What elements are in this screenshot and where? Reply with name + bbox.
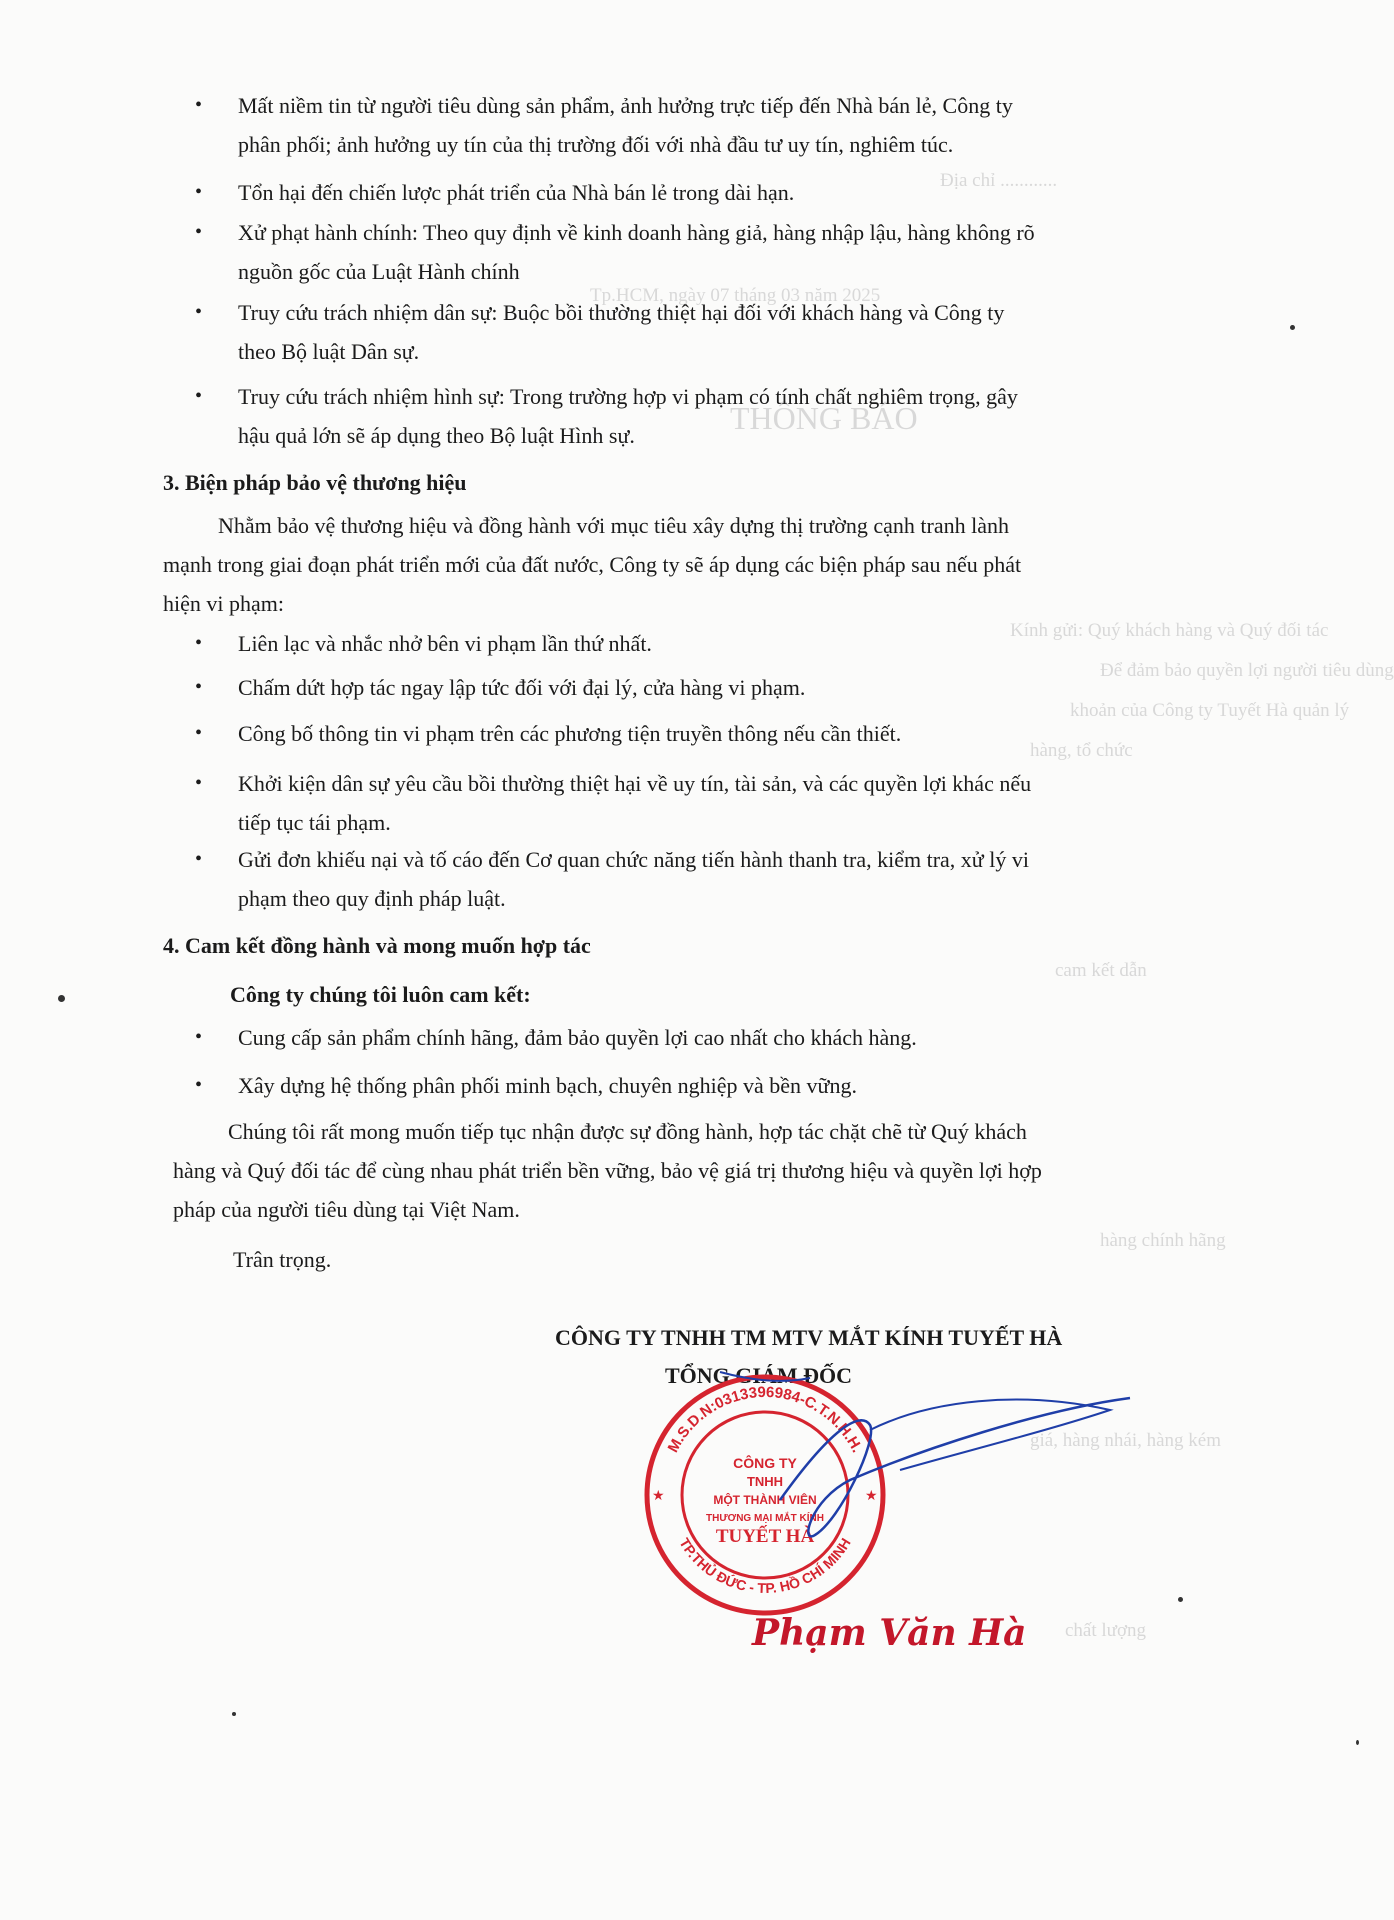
bullet-icon: • [195, 94, 203, 116]
bullet-icon: • [195, 385, 203, 407]
list-item: • Khởi kiện dân sự yêu cầu bồi thường thiệt hại về uy tín, tài sản, và các quyền lợi khác nếu tiếp tục tái phạm. [200, 764, 1175, 842]
closing-paragraph: Chúng tôi rất mong muốn tiếp tục nhận được sự đồng hành, hợp tác chặt chẽ từ Quý khách hàng và Quý đối tác để cùng nhau phát triển bền vững, bảo vệ giá trị thương hiệu và quyền lợi hợp pháp của người tiêu dùng tại Việt Nam. [173, 1119, 1042, 1222]
list-item: • Mất niềm tin từ người tiêu dùng sản phẩm, ảnh hưởng trực tiếp đến Nhà bán lẻ, Công ty phân phối; ảnh hưởng uy tín của thị trường đối với nhà đầu tư uy tín, nghiêm túc. [200, 86, 1175, 164]
seal-line: TNHH [746, 1474, 784, 1489]
list-item: • Công bố thông tin vi phạm trên các phương tiện truyền thông nếu cần thiết. [200, 714, 1175, 753]
regards: Trân trọng. [233, 1247, 332, 1272]
section-3-heading: 3. Biện pháp bảo vệ thương hiệu [163, 470, 467, 495]
seal-line: MỘT THÀNH VIÊN [713, 1493, 817, 1507]
seal-bottom-text: TP.THỦ ĐỨC - TP. HỒ CHÍ MINH [676, 1535, 854, 1597]
bullet-icon: • [195, 1026, 203, 1048]
list-item: • Chấm dứt hợp tác ngay lập tức đối với đại lý, cửa hàng vi phạm. [200, 668, 1175, 707]
bullet-icon: • [195, 181, 203, 203]
handwritten-signature [720, 1370, 1150, 1610]
list-item: • Xây dựng hệ thống phân phối minh bạch, chuyên nghiệp và bền vững. [200, 1066, 1175, 1105]
section-3-intro: Nhằm bảo vệ thương hiệu và đồng hành với mục tiêu xây dựng thị trường cạnh tranh lành mạnh trong giai đoạn phát triển mới của đất nước, Công ty sẽ áp dụng các biện pháp sau nếu phát hiện vi phạm: [163, 513, 1022, 616]
section-4-heading: 4. Cam kết đồng hành và mong muốn hợp tác [163, 933, 591, 958]
bullet-icon: • [195, 676, 203, 698]
list-item: • Truy cứu trách nhiệm hình sự: Trong trường hợp vi phạm có tính chất nghiêm trọng, gây hậu quả lớn sẽ áp dụng theo Bộ luật Hình sự. [200, 377, 1175, 455]
bullet-icon: • [195, 301, 203, 323]
seal-star-icon: ★ [865, 1489, 878, 1504]
company-name: CÔNG TY TNHH TM MTV MẮT KÍNH TUYẾT HÀ [555, 1325, 1063, 1350]
signer-title: TỔNG GIÁM ĐỐC [665, 1363, 852, 1388]
signer-name: Phạm Văn Hà [752, 1612, 1027, 1654]
bullet-icon: • [195, 632, 203, 654]
scan-speck [1356, 1740, 1359, 1745]
scan-speck [1178, 1597, 1183, 1602]
section-4-subheading: Công ty chúng tôi luôn cam kết: [230, 982, 531, 1007]
bullet-icon: • [195, 1074, 203, 1096]
scan-speck [232, 1712, 236, 1716]
list-item: • Truy cứu trách nhiệm dân sự: Buộc bồi thường thiệt hại đối với khách hàng và Công ty theo Bộ luật Dân sự. [200, 293, 1175, 371]
list-item: • Xử phạt hành chính: Theo quy định về kinh doanh hàng giả, hàng nhập lậu, hàng không rõ nguồn gốc của Luật Hành chính [200, 213, 1175, 291]
list-item: • Liên lạc và nhắc nhở bên vi phạm lần thứ nhất. [200, 624, 1175, 663]
scan-speck [1290, 325, 1295, 330]
list-item: • Cung cấp sản phẩm chính hãng, đảm bảo quyền lợi cao nhất cho khách hàng. [200, 1018, 1175, 1057]
bullet-icon: • [195, 221, 203, 243]
list-item: • Tổn hại đến chiến lược phát triển của Nhà bán lẻ trong dài hạn. [200, 173, 1175, 212]
bullet-icon: • [195, 848, 203, 870]
scan-speck [58, 995, 65, 1002]
seal-line: CÔNG TY [733, 1455, 797, 1471]
bullet-icon: • [195, 772, 203, 794]
list-item: • Gửi đơn khiếu nại và tố cáo đến Cơ quan chức năng tiến hành thanh tra, kiểm tra, xử lý vi phạm theo quy định pháp luật. [200, 840, 1175, 918]
bullet-icon: • [195, 722, 203, 744]
seal-star-icon: ★ [652, 1489, 665, 1504]
document-page: Địa chỉ ............ Tp.HCM, ngày 07 tháng 03 năm 2025 THÔNG BÁO Kính gửi: Quý khách hàng và Quý đối tác Để đảm bảo quyền lợi người tiêu dùng khoản của Công ty Tuyết Hà quản lý hàng, tổ chức cam kết dẫn hàng chính hãng giá, hàng nhái, hàng kém chất lượng • Mất niềm tin từ người tiêu dùng sản phẩm, ảnh hưởng trực tiếp đến Nhà bán lẻ, Công ty phân phối; ảnh hưởng uy tín của thị trường đối với nhà đầu tư uy tín, nghiêm túc. • Tổn hại đến chiến lược phát triển của Nhà bán lẻ trong dài hạn. • Xử phạt hành chính: Theo quy định về kinh doanh hàng giả, hàng nhập lậu, hàng không rõ nguồn gốc của Luật Hành chính • Truy cứu trách nhiệm dân sự: Buộc bồi thường thiệt hại đối với khách hàng và Công ty theo Bộ luật Dân sự. • Truy cứu trách nhiệm hình sự: Trong trường hợp vi phạm có tính chất nghiêm trọng, gây hậu quả lớn sẽ áp dụng theo Bộ luật Hình sự. 3. Biện pháp bảo vệ thương hiệu Nhằm bảo vệ thương hiệu và đồng hành với mục tiêu xây dựng thị trường cạnh tranh lành mạnh trong giai đoạn phát triển mới của đất nước, Công ty sẽ áp dụng các biện pháp sau nếu phát hiện vi phạm: • Liên lạc và nhắc nhở bên vi phạm lần thứ nhất. • Chấm dứt hợp tác ngay lập tức đối với đại lý, cửa hàng vi phạm. • Công bố thông tin vi phạm trên các phương tiện truyền thông nếu cần thiết. • Khởi kiện dân sự yêu cầu bồi thường thiệt hại về uy tín, tài sản, và các quyền lợi khác nếu tiếp tục tái phạm. • Gửi đơn khiếu nại và tố cáo đến Cơ quan chức năng tiến hành thanh tra, kiểm tra, xử lý vi phạm theo quy định pháp luật. 4. Cam kết đồng hành và mong muốn hợp tác Công ty chúng tôi luôn cam kết: • Cung cấp sản phẩm chính hãng, đảm bảo quyền lợi cao nhất cho khách hàng. • Xây dựng hệ thống phân phối minh bạch, chuyên nghiệp và bền vững. Chúng tôi rất mong muốn tiếp tục nhận được sự đồng hành, hợp tác chặt chẽ từ Quý khách hàng và Quý đối tác để cùng nhau phát triển bền vững, bảo vệ giá trị thương hiệu và quyền lợi hợp pháp của người tiêu dùng tại Việt Nam. Trân trọng. CÔNG TY TNHH TM MTV MẮT KÍNH TUYẾT HÀ TỔNG GIÁM ĐỐC M.S.D.N:0313396984-C.T.N.H.H. TP.THỦ ĐỨC - TP. HỒ CHÍ MINH CÔNG TY TNHH MỘT THÀNH VIÊN THƯƠNG MẠI MẮT KÍNH TUYẾT HÀ ★ ★ Phạm Văn Hà [0, 0, 1359, 1920]
seal-line: TUYẾT HÀ [715, 1526, 815, 1547]
seal-outer-text: M.S.D.N:0313396984-C.T.N.H.H. [664, 1383, 866, 1456]
seal-line: THƯƠNG MẠI MẮT KÍNH [706, 1513, 824, 1524]
